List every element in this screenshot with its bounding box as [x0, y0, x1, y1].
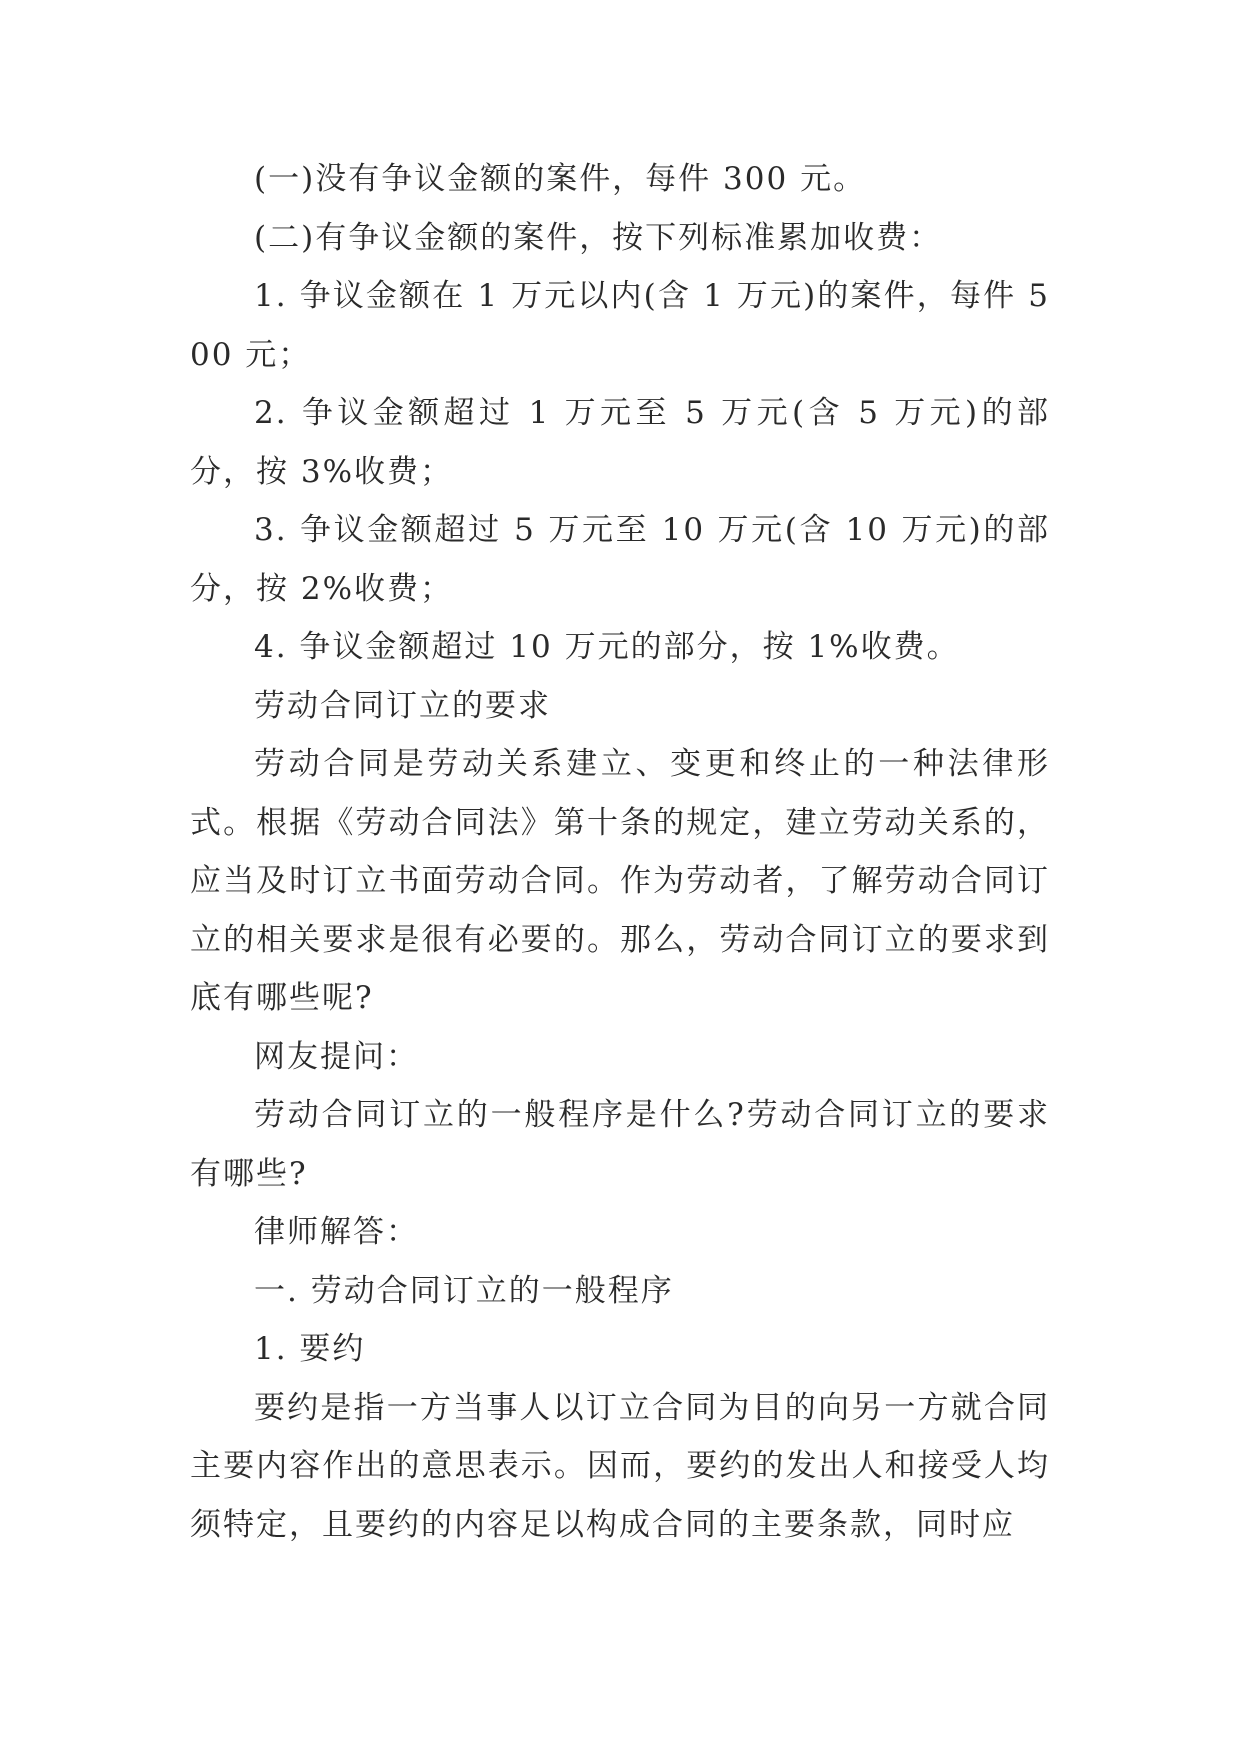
- question-text: 劳动合同订立的一般程序是什么?劳动合同订立的要求有哪些?: [190, 1097, 1050, 1192]
- fee-tier-2: 2. 争议金额超过 1 万元至 5 万元(含 5 万元)的部分，按 3%收费；: [190, 395, 1050, 490]
- section-heading-contract-requirements: 劳动合同订立的要求: [254, 687, 551, 724]
- document-body: [190, 150, 1050, 1554]
- offer-paragraph: 要约是指一方当事人以订立合同为目的向另一方就合同主要内容作出的意思表示。因而，要约的发出人和接受人均须特定，且要约的内容足以构成合同的主要条款，同时应: [190, 1389, 1050, 1543]
- question-label: 网友提问：: [254, 1038, 419, 1075]
- fee-item-with-amount: (二)有争议金额的案件，按下列标准累加收费：: [254, 219, 943, 256]
- subheading-offer: 1. 要约: [254, 1331, 366, 1367]
- answer-label: 律师解答：: [254, 1214, 419, 1250]
- subheading-general-procedure: 一. 劳动合同订立的一般程序: [254, 1272, 674, 1309]
- fee-tier-4: 4. 争议金额超过 10 万元的部分，按 1%收费。: [254, 629, 960, 665]
- fee-tier-1: 1. 争议金额在 1 万元以内(含 1 万元)的案件，每件 500 元；: [190, 278, 1050, 373]
- fee-item-no-amount: (一)没有争议金额的案件，每件 300 元。: [254, 161, 867, 197]
- intro-paragraph: 劳动合同是劳动关系建立、变更和终止的一种法律形式。根据《劳动合同法》第十条的规定，建立劳动关系的，应当及时订立书面劳动合同。作为劳动者，了解劳动合同订立的相关要求是很有必要的。那么，劳动合同订立的要求到底有哪些呢?: [190, 746, 1050, 1016]
- fee-tier-3: 3. 争议金额超过 5 万元至 10 万元(含 10 万元)的部分，按 2%收费；: [190, 512, 1050, 607]
